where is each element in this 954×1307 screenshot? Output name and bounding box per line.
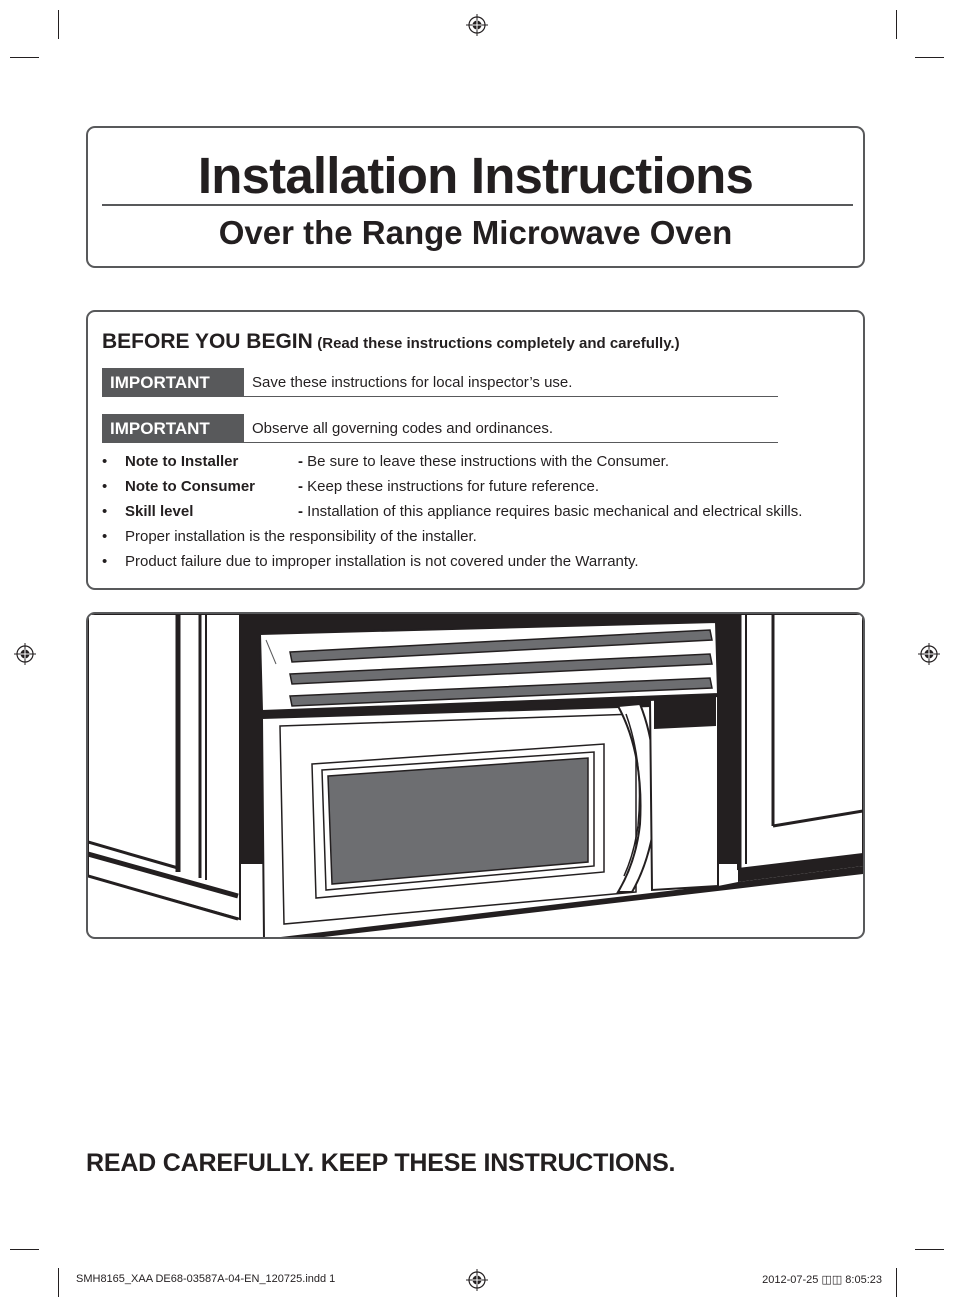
crop-mark — [915, 57, 944, 58]
microwave-illustration — [86, 612, 865, 939]
before-you-begin-box — [86, 310, 865, 590]
bullet-icon: • — [102, 503, 108, 520]
before-you-begin-note: (Read these instructions completely and carefully.) — [317, 335, 680, 352]
bullet-text: Keep these instructions for future reference. — [303, 478, 599, 495]
microwave-drawing — [88, 614, 863, 937]
bullet-icon: • — [102, 453, 108, 470]
crop-mark — [915, 1249, 944, 1250]
before-you-begin-heading — [102, 330, 680, 354]
important-tag: IMPORTANT — [102, 368, 244, 397]
page-title: Installation Instructions — [197, 147, 754, 204]
important-underline — [244, 396, 778, 397]
crop-mark — [10, 57, 39, 58]
control-panel-drawing — [650, 696, 718, 890]
before-you-begin-title: BEFORE YOU BEGIN — [102, 330, 313, 353]
list-item — [102, 553, 862, 578]
bullet-description — [298, 478, 599, 495]
list-item — [102, 478, 862, 503]
bullet-text: Installation of this appliance requires basic mechanical and electrical skills. — [303, 503, 803, 520]
bullet-dash: - — [298, 453, 303, 470]
important-notice — [102, 414, 778, 444]
bullet-dash: - — [298, 478, 303, 495]
bullet-icon: • — [102, 478, 108, 495]
footer-date-time: 2012-07-25 ◫◫ 8:05:23 — [762, 1274, 882, 1286]
bullet-dash: - — [298, 503, 303, 520]
bullet-icon: • — [102, 528, 108, 545]
bullet-term: Skill level — [125, 503, 194, 520]
list-item — [102, 503, 862, 528]
bullet-description — [298, 503, 802, 520]
closing-notice: READ CAREFULLY. KEEP THESE INSTRUCTIONS. — [86, 1149, 676, 1177]
registration-mark-icon — [14, 643, 36, 665]
crop-mark — [58, 1268, 59, 1297]
bullet-text: Product failure due to improper installation is not covered under the Warranty. — [125, 553, 639, 570]
list-item — [102, 453, 862, 478]
list-item — [102, 528, 862, 553]
crop-mark — [10, 1249, 39, 1250]
bullet-icon: • — [102, 553, 108, 570]
bullet-text: Proper installation is the responsibility of the installer. — [125, 528, 477, 545]
bullet-list — [102, 453, 862, 578]
important-text: Save these instructions for local inspector’s use. — [252, 374, 573, 391]
important-text: Observe all governing codes and ordinances. — [252, 420, 554, 437]
registration-mark-icon — [918, 643, 940, 665]
left-cabinet-drawing — [88, 614, 240, 919]
bullet-term: Note to Consumer — [125, 478, 256, 495]
title-box — [86, 126, 865, 268]
footer-file-info: SMH8165_XAA DE68-03587A-04-EN_120725.indd 1 — [76, 1273, 336, 1285]
registration-mark-icon — [466, 1269, 488, 1291]
bullet-text: Be sure to leave these instructions with the Consumer. — [303, 453, 670, 470]
bullet-description — [298, 453, 669, 470]
crop-mark — [896, 1268, 897, 1297]
page-subtitle: Over the Range Microwave Oven — [218, 214, 733, 251]
important-underline — [244, 442, 778, 443]
bullet-term: Note to Installer — [125, 453, 239, 470]
important-tag: IMPORTANT — [102, 414, 244, 443]
registration-mark-icon — [466, 14, 488, 36]
title-divider — [102, 204, 853, 206]
crop-mark — [58, 10, 59, 39]
right-cabinet-drawing — [738, 614, 863, 882]
important-notice — [102, 368, 778, 398]
crop-mark — [896, 10, 897, 39]
